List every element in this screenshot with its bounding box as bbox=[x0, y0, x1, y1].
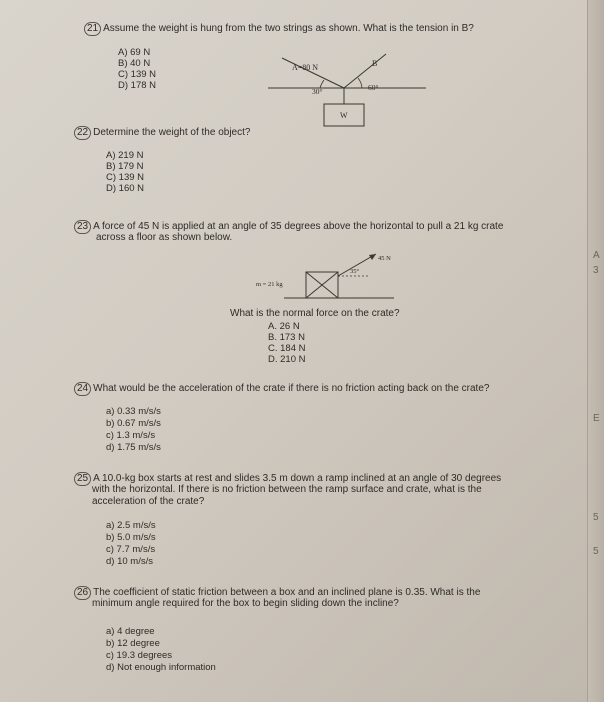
question-number: 25 bbox=[74, 472, 91, 486]
tension-diagram bbox=[262, 48, 432, 128]
question-number: 22 bbox=[74, 126, 91, 140]
question-number: 23 bbox=[74, 220, 91, 234]
weight-label: W bbox=[340, 111, 348, 120]
edge-letter: A bbox=[593, 250, 600, 261]
question-text: Assume the weight is hung from the two strings as shown. What is the tension in B? bbox=[103, 23, 474, 34]
option: B) 179 N bbox=[106, 161, 144, 172]
label-b: B bbox=[372, 59, 378, 68]
option: b) 0.67 m/s/s bbox=[106, 418, 161, 429]
question-text-line-3: acceleration of the crate? bbox=[92, 496, 205, 507]
angle-label: 35° bbox=[350, 268, 360, 275]
sub-question: What is the normal force on the crate? bbox=[230, 308, 400, 319]
question-number: 26 bbox=[74, 586, 91, 600]
question-text-line-1: A 10.0-kg box starts at rest and slides 3.5 m down a ramp inclined at an angle of 30 degrees bbox=[93, 473, 502, 484]
option: d) Not enough information bbox=[106, 662, 216, 673]
force-label: 45 N bbox=[378, 255, 391, 262]
edge-letter: 5 bbox=[593, 512, 599, 523]
option: B) 40 N bbox=[118, 58, 151, 69]
question-text-line-1: The coefficient of static friction between a box and an inclined plane is 0.35. What is the bbox=[93, 587, 481, 598]
question-number: 21 bbox=[84, 22, 101, 36]
question-number: 24 bbox=[74, 382, 91, 396]
question-21 bbox=[84, 22, 474, 36]
angle-arc-right bbox=[358, 78, 362, 88]
question-text: What would be the acceleration of the crate if there is no friction acting back on the crate? bbox=[93, 383, 490, 394]
question-text-line-2: across a floor as shown below. bbox=[96, 232, 233, 243]
option: b) 5.0 m/s/s bbox=[106, 532, 156, 543]
crate-diagram bbox=[254, 250, 414, 302]
option: a) 4 degree bbox=[106, 626, 155, 637]
edge-letter: 3 bbox=[593, 265, 599, 276]
option: b) 12 degree bbox=[106, 638, 160, 649]
option: a) 2.5 m/s/s bbox=[106, 520, 156, 531]
edge-letter: E bbox=[593, 413, 600, 424]
option: A) 219 N bbox=[106, 150, 144, 161]
label-a: A=80 N bbox=[292, 63, 319, 72]
question-text: Determine the weight of the object? bbox=[93, 127, 251, 138]
question-text-line-2: minimum angle required for the box to begin sliding down the incline? bbox=[92, 598, 399, 609]
option: d) 1.75 m/s/s bbox=[106, 442, 161, 453]
question-22 bbox=[74, 126, 250, 140]
option: C) 139 N bbox=[118, 69, 157, 80]
option: a) 0.33 m/s/s bbox=[106, 406, 161, 417]
option: D) 178 N bbox=[118, 80, 157, 91]
option: c) 1.3 m/s/s bbox=[106, 430, 156, 441]
option: d) 10 m/s/s bbox=[106, 556, 153, 567]
option: A) 69 N bbox=[118, 47, 151, 58]
adjacent-page-edge bbox=[587, 0, 604, 702]
angle-left-label: 30° bbox=[312, 87, 323, 96]
question-text-line-2: with the horizontal. If there is no friction between the ramp surface and crate, what is the bbox=[92, 484, 482, 495]
edge-letter: 5 bbox=[593, 546, 599, 557]
option: C. 184 N bbox=[268, 343, 306, 354]
option: A. 26 N bbox=[268, 321, 300, 332]
option: c) 19.3 degrees bbox=[106, 650, 173, 661]
option: B. 173 N bbox=[268, 332, 305, 343]
option: D. 210 N bbox=[268, 354, 306, 365]
option: C) 139 N bbox=[106, 172, 145, 183]
angle-right-label: 60° bbox=[368, 83, 379, 92]
question-24 bbox=[74, 382, 489, 396]
question-text-line-1: A force of 45 N is applied at an angle of 35 degrees above the horizontal to pull a 21 kg crate bbox=[93, 221, 504, 232]
option: c) 7.7 m/s/s bbox=[106, 544, 156, 555]
option: D) 160 N bbox=[106, 183, 145, 194]
mass-label: m = 21 kg bbox=[256, 281, 283, 288]
string-b bbox=[344, 54, 386, 88]
